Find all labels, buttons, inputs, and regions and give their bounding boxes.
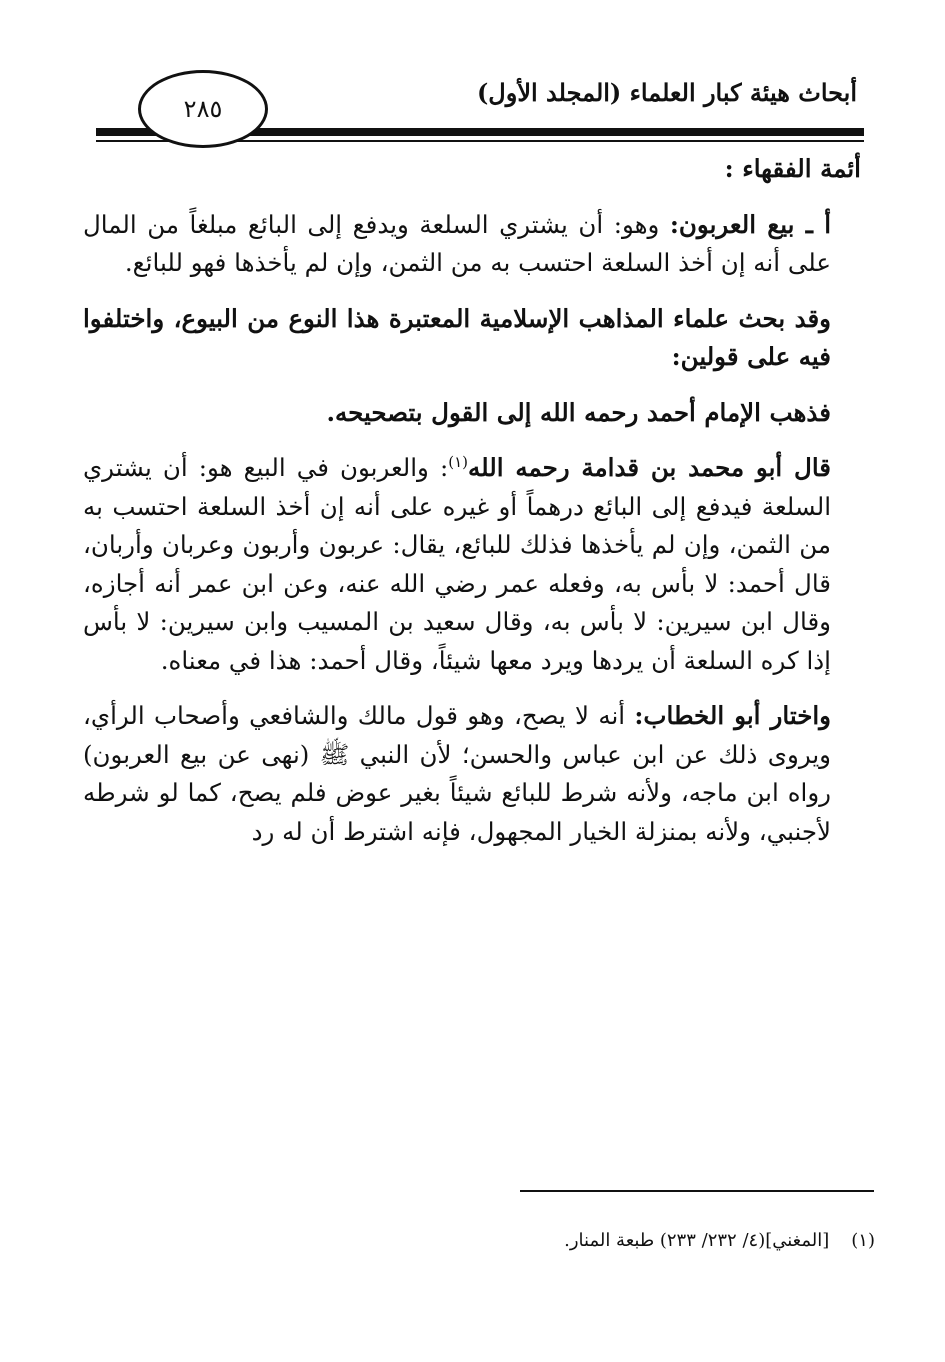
footnote-number: (١) [851, 1230, 875, 1251]
quote-text: : والعربون في البيع هو: أن يشتري السلعة فيدفع إلى البائع درهماً أو غيره على أنه إن أخذ السلعة احتسب به من الثمن، وإن لم يأخذها فذلك للبائع، يقال: عربون وأربون وعربان وأربان، قال أحمد: لا بأس به، وفعله عمر رضي الله عنه، وعن ابن عمر أنه أجازه، وقال ابن سيرين: لا بأس به، وقال سعيد بن المسيب وابن سيرين: لا بأس إذا كره السلعة أن يردها ويرد معها شيئاً، وقال أحمد: هذا في معناه. [83, 453, 831, 675]
paragraph-ahmad: فذهب الإمام أحمد رحمه الله إلى القول بتصحيحه. [326, 397, 831, 427]
main-text [83, 150, 861, 851]
section-heading: أئمة الفقهاء : [724, 154, 861, 183]
opinion-attribution: واختار أبو الخطاب: [634, 701, 831, 730]
paragraph-definition [83, 206, 861, 283]
footnote-rule [520, 1190, 874, 1192]
page-number: ٢٨٥ [183, 95, 223, 123]
term-label: أ ـ بيع العربون: [669, 209, 831, 239]
opinion-text: أنه لا يصح، وهو قول مالك والشافعي وأصحاب الرأي، ويروى ذلك عن ابن عباس والحسن؛ لأن النبي ﷺ (نهى عن بيع العربون) رواه ابن ماجه، ولأنه شرط للبائع شيئاً بغير عوض فلم يصح، كما لو شرطه لأجنبي، ولأنه بمنزلة الخيار المجهول، فإنه اشترط أن له رد [83, 701, 831, 846]
footnote-reference: (١) [448, 452, 468, 471]
footnote [175, 1228, 875, 1254]
paragraph-abu-al-khattab [83, 697, 861, 851]
definition-text: وهو: أن يشتري السلعة ويدفع إلى البائع مبلغاً من المال على أنه إن أخذ السلعة احتسب به من الثمن، وإن لم يأخذها فهو للبائع. [83, 209, 831, 277]
paragraph-scholars: وقد بحث علماء المذاهب الإسلامية المعتبرة هذا النوع من البيوع، واختلفوا فيه على قولين: [83, 303, 831, 371]
quote-attribution: قال أبو محمد بن قدامة رحمه الله [468, 453, 831, 482]
book-title: أبحاث هيئة كبار العلماء (المجلد الأول) [476, 78, 857, 107]
footnote-text: [المغني](٤/ ٢٣٢/ ٢٣٣) طبعة المنار. [564, 1230, 830, 1251]
page-number-badge [138, 70, 268, 148]
paragraph-ibn-qudama [83, 449, 861, 680]
